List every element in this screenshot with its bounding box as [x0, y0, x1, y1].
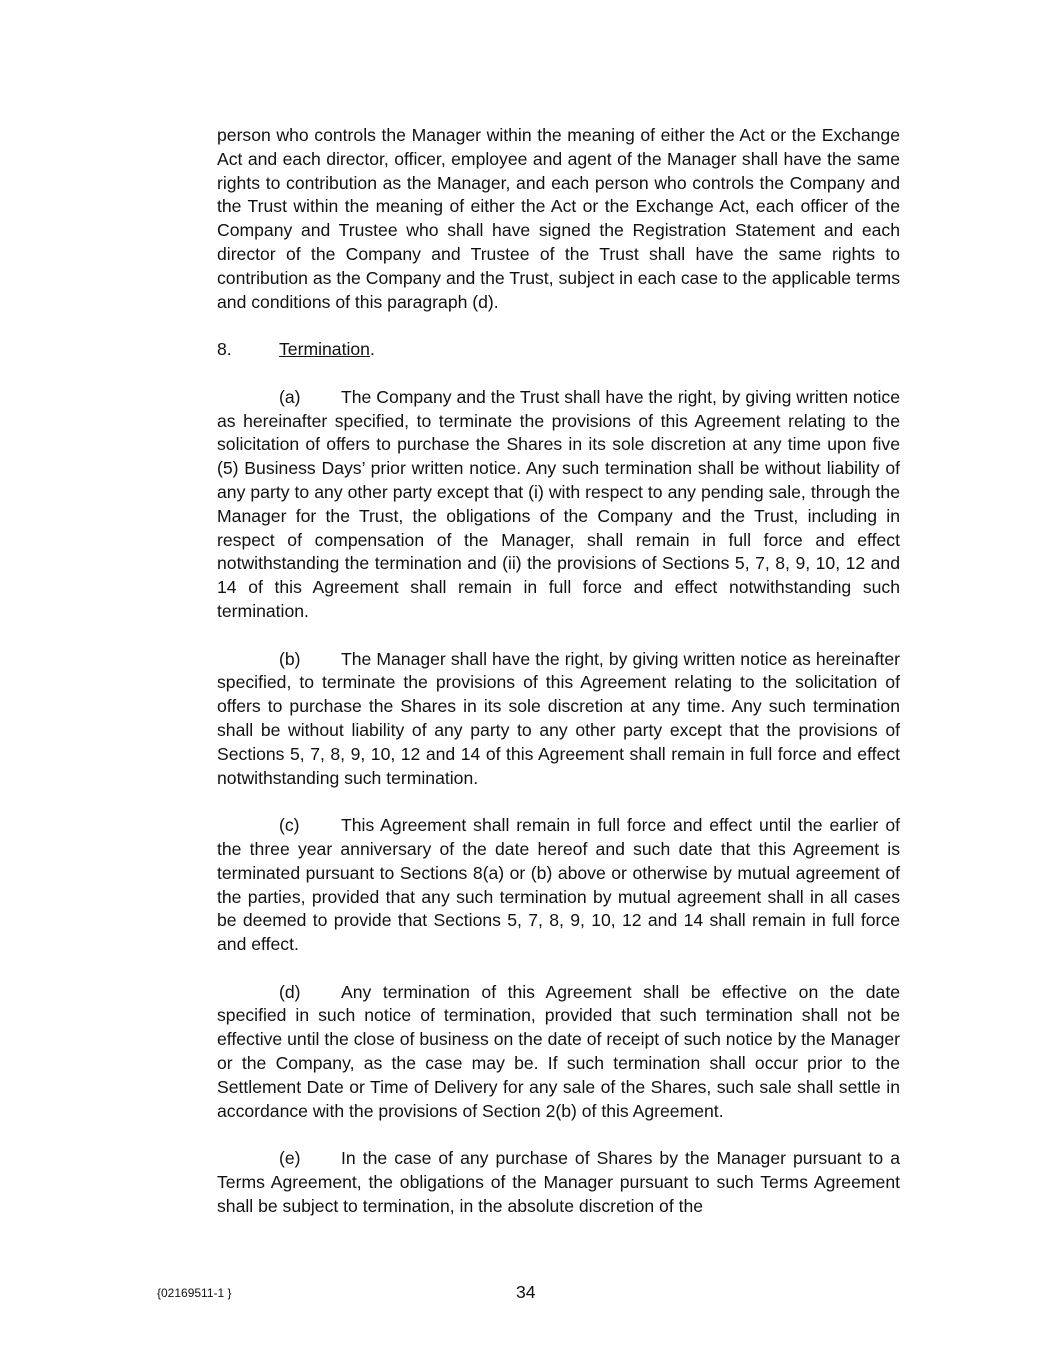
subsection-b-label: (b): [279, 648, 301, 669]
document-body: [217, 124, 900, 1242]
subsection-a-text: The Company and the Trust shall have the right, by giving written notice as hereinafter specified, to terminate the provisions of this Agreement relating to the solicitation of offers to purchase the Shares in its sole discretion at any time upon five (5) Business Days’ prior written notice. Any such termination shall be without liability of any party to any other party except that (i) with respect to any pending sale, through the Manager for the Trust, the obligations of the Company and the Trust, including in respect of compensation of the Manager, shall remain in full force and effect notwithstanding the termination and (ii) the provisions of Sections 5, 7, 8, 9, 10, 12 and 14 of this Agreement shall remain in full force and effect notwithstanding such termination.: [217, 386, 900, 621]
section-title: Termination: [279, 339, 370, 360]
subsection-b-text: The Manager shall have the right, by giving written notice as hereinafter specified, to terminate the provisions of this Agreement relating to the solicitation of offers to purchase the Shares in its sole discretion at any time. Any such termination shall be without liability of any party to any other party except that the provisions of Sections 5, 7, 8, 9, 10, 12 and 14 of this Agreement shall remain in full force and effect notwithstanding such termination.: [217, 648, 900, 788]
section-heading: [217, 338, 900, 362]
subsection-e-label: (e): [279, 1148, 301, 1169]
subsection-c: [217, 814, 900, 957]
subsection-d-text: Any termination of this Agreement shall be effective on the date specified in such notice of termination, provided that such termination shall not be effective until the close of business on the date of receipt of such notice by the Manager or the Company, as the case may be. If such termination shall occur prior to the Settlement Date or Time of Delivery for any sale of the Shares, such sale shall settle in accordance with the provisions of Section 2(b) of this Agreement.: [217, 981, 900, 1121]
subsection-e: [217, 1147, 900, 1218]
subsection-d-label: (d): [279, 981, 301, 1002]
section-number: 8.: [217, 339, 232, 360]
subsection-a-label: (a): [279, 386, 301, 407]
subsection-d: [217, 981, 900, 1124]
continuation-paragraph: person who controls the Manager within the meaning of either the Act or the Exchange Act and each director, officer, employee and agent of the Manager shall have the same rights to contribution as the Manager, and each person who controls the Company and the Trust within the meaning of either the Act or the Exchange Act, each officer of the Company and Trustee who shall have signed the Registration Statement and each director of the Company and Trustee of the Trust shall have the same rights to contribution as the Company and the Trust, subject in each case to the applicable terms and conditions of this paragraph (d).: [217, 125, 900, 312]
footer-document-id: {02169511-1 }: [157, 1286, 232, 1300]
subsection-c-label: (c): [279, 815, 300, 836]
subsection-e-text: In the case of any purchase of Shares by the Manager pursuant to a Terms Agreement, the obligations of the Manager pursuant to such Terms Agreement shall be subject to termination, in the absolute discretion of the: [217, 1148, 900, 1216]
subsection-b: [217, 648, 900, 791]
page-number: 34: [516, 1282, 536, 1302]
subsection-c-text: This Agreement shall remain in full force and effect until the earlier of the three year anniversary of the date hereof and such date that this Agreement is terminated pursuant to Sections 8(a) or (b) above or otherwise by mutual agreement of the parties, provided that any such termination by mutual agreement shall in all cases be deemed to provide that Sections 5, 7, 8, 9, 10, 12 and 14 shall remain in full force and effect.: [217, 815, 900, 955]
subsection-a: [217, 386, 900, 624]
section-title-suffix: .: [369, 339, 375, 360]
